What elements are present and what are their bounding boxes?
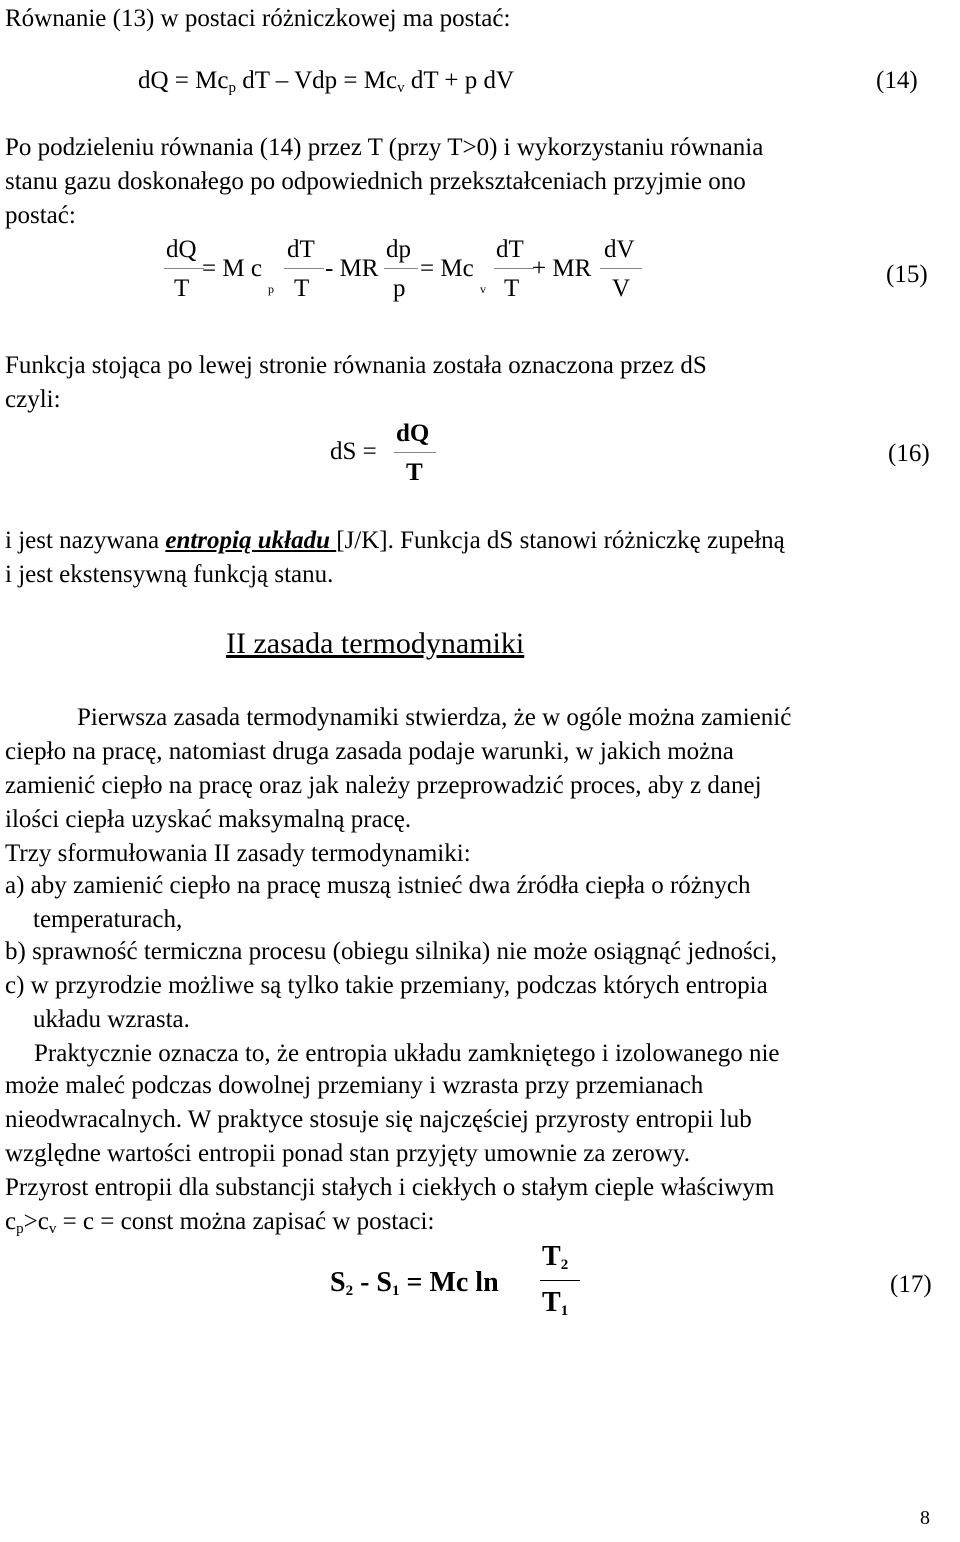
eq16-bar <box>394 452 436 453</box>
eq15-frac2-denominator: T <box>294 275 310 302</box>
eq15-frac1-numerator: dQ <box>166 236 197 263</box>
eq15-frac4-denominator: T <box>504 275 520 302</box>
paragraph-7-line-4: względne wartości entropii ponad stan przyjęty umownie za zerowy. <box>5 1140 690 1167</box>
eq15-frac1-denominator: T <box>174 275 190 302</box>
paragraph-7-line-3: nieodwracalnych. W praktyce stosuje się najczęściej przyrosty entropii lub <box>5 1106 752 1133</box>
paragraph-7-line-1: Praktycznie oznacza to, że entropia układu zamkniętego i izolowanego nie <box>34 1040 780 1067</box>
paragraph-5-line-3: zamienić ciepło na pracę oraz jak należy przeprowadzić proces, aby z danej <box>5 772 762 799</box>
paragraph-6: Trzy sformułowania II zasady termodynamiki: <box>5 840 471 867</box>
eq15-term1: = M c <box>202 255 262 282</box>
eq15-term2: - MR <box>325 255 379 282</box>
equation-14: dQ = $Mc_p$ dT – Vdp = $Mc_v$ dT + p dV <box>138 67 515 96</box>
eq15-frac3-numerator: dp <box>386 236 411 263</box>
equation-15-number: (15) <box>886 261 928 288</box>
paragraph-4-line-2: i jest ekstensywną funkcją stanu. <box>5 561 334 588</box>
eq15-frac1-bar <box>164 268 204 269</box>
paragraph-2-line-1: Po podzieleniu równania (14) przez T (przy T>0) i wykorzystaniu równania <box>5 134 764 161</box>
eq17-lhs: $S_2 - S_1 = Mc$ ln <box>330 1267 499 1299</box>
paragraph-intro: Równanie (13) w postaci różniczkowej ma postać: <box>5 5 511 32</box>
paragraph-5-line-4: ilości ciepła uzyskać maksymalną pracę. <box>5 806 412 833</box>
eq15-term3-sub: v <box>480 282 486 296</box>
eq15-frac5-denominator: V <box>612 275 631 302</box>
paragraph-3-line-1: Funkcja stojąca po lewej stronie równania została oznaczona przez dS <box>5 352 707 379</box>
eq15-frac4-bar <box>494 268 534 269</box>
eq15-term4: + MR <box>532 255 592 282</box>
list-item-c-line-2: układu wzrasta. <box>33 1006 190 1033</box>
section-heading: II zasada termodynamiki <box>226 627 525 660</box>
eq15-frac2-bar <box>284 268 324 269</box>
equation-16-number: (16) <box>888 440 930 467</box>
eq15-frac4-numerator: dT <box>496 236 524 263</box>
eq17-bar <box>540 1280 580 1281</box>
list-item-b: b) sprawność termiczna procesu (obiegu silnika) nie może osiągnąć jedności, <box>5 938 777 965</box>
list-item-a-line-1: a) aby zamienić ciepło na pracę muszą istnieć dwa źródła ciepła o różnych <box>5 872 751 899</box>
entropy-term: entropią układu <box>165 527 337 554</box>
eq17-denominator: $T_1$ <box>542 1287 569 1319</box>
paragraph-2-line-3: postać: <box>5 202 76 229</box>
paragraph-8-line-1: Przyrost entropii dla substancji stałych i ciekłych o stałym cieple właściwym <box>5 1174 775 1201</box>
eq15-frac3-denominator: p <box>393 275 406 302</box>
eq16-numerator: dQ <box>396 420 430 447</box>
page-number: 8 <box>920 1507 930 1529</box>
equation-14-number: (14) <box>876 67 918 94</box>
eq17-numerator: $T_2$ <box>542 1241 569 1273</box>
eq15-frac3-bar <box>384 268 418 269</box>
paragraph-4-line-1: i jest nazywana entropią układu [J/K]. Funkcja dS stanowi różniczkę zupełną <box>5 527 785 554</box>
paragraph-5-line-2: ciepło na pracę, natomiast druga zasada podaje warunki, w jakich można <box>5 738 734 765</box>
eq15-frac5-bar <box>600 268 642 269</box>
paragraph-2-line-2: stanu gazu doskonałego po odpowiednich przekształceniach przyjmie ono <box>5 168 746 195</box>
list-item-c-line-1: c) w przyrodzie możliwe są tylko takie przemiany, podczas których entropia <box>5 972 768 999</box>
eq16-denominator: T <box>406 459 423 486</box>
paragraph-3-line-2: czyli: <box>5 386 61 413</box>
eq15-term3: = Mc <box>420 255 474 282</box>
list-item-a-line-2: temperaturach, <box>33 906 183 933</box>
eq15-term1-sub: p <box>268 282 274 296</box>
paragraph-7-line-2: może maleć podczas dowolnej przemiany i wzrasta przy przemianach <box>5 1072 704 1099</box>
eq15-frac5-numerator: dV <box>604 236 635 263</box>
eq15-frac2-numerator: dT <box>287 236 315 263</box>
equation-17-number: (17) <box>890 1271 932 1298</box>
paragraph-8-line-2: $c_p>c_v = c$ = const można zapisać w postaci: <box>5 1208 435 1237</box>
eq16-lhs: dS = <box>330 438 377 465</box>
paragraph-5-line-1: Pierwsza zasada termodynamiki stwierdza, że w ogóle można zamienić <box>77 704 792 731</box>
